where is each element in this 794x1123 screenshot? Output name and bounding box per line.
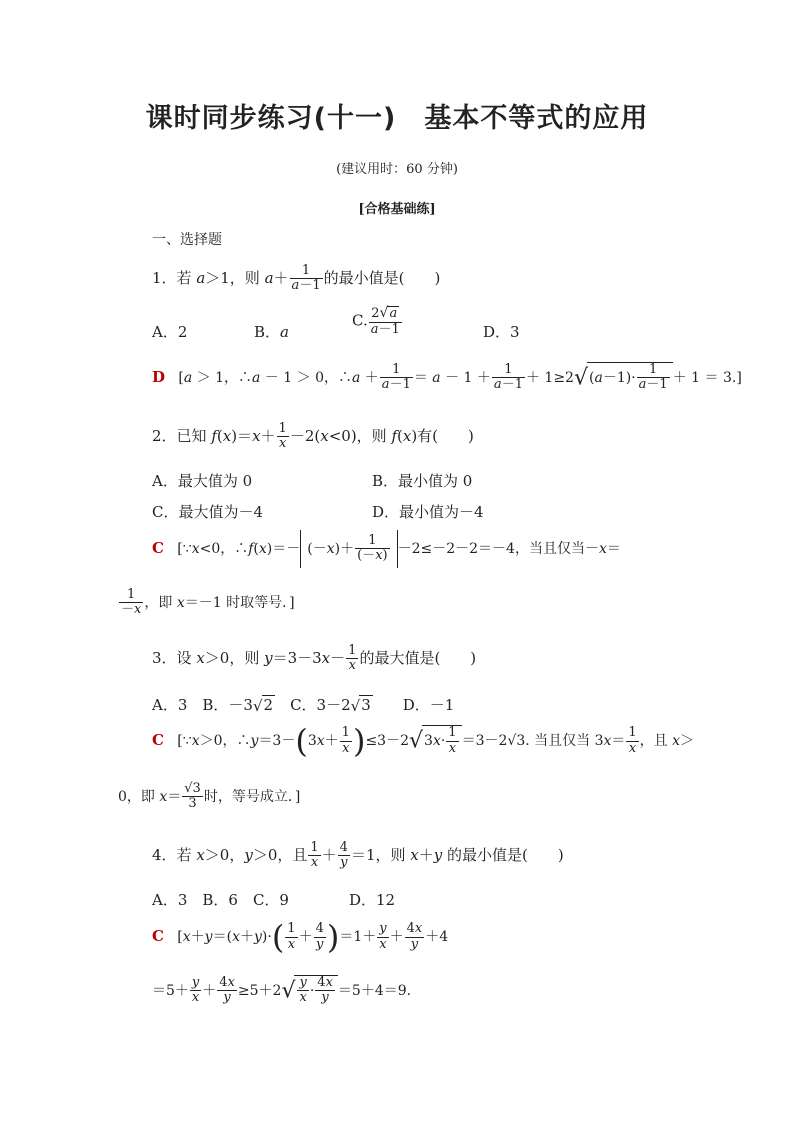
problem-3-options: A．3 B．－3√2 C．3－2√3 D．－1 xyxy=(152,696,455,715)
problem-4-answer: C xyxy=(152,927,164,945)
problem-4-solution: C [x＋y＝(x＋y)·( $\frac{1}{x}$ ＋ $\frac{4}{y}$ )＝1＋ $\frac{y}{x}$ ＋ $\frac{4x}{y}$ ＋4 xyxy=(152,918,449,956)
problem-4-solution-cont: ＝5＋ $\frac{y}{x}$ ＋ $\frac{4x}{y}$ ≥5＋2√ $\frac{y}{x}$ · $\frac{4x}{y}$ ＝5＋4＝9. xyxy=(152,975,412,1006)
problem-1-stem: 1．若 a＞1，则 a＋ $\frac{1}{a-1}$ 的最小值是( ) xyxy=(152,263,441,294)
problem-1-answer: D xyxy=(152,367,166,386)
problem-1-option-c: C. $\frac{2√a}{a-1}$ xyxy=(352,305,400,337)
problem-3-stem: 3．设 x＞0，则 y＝3－3x－ $\frac{1}{x}$ 的最大值是( ) xyxy=(152,643,477,674)
problem-2-solution-cont: $\frac{1}{-x}$ ，即 x＝－1 时取等号．] xyxy=(121,587,295,618)
level-label: [合格基础练] xyxy=(358,202,436,217)
problem-4-stem: 4．若 x＞0，y＞0，且 $\frac{1}{x}$ ＋ $\frac{4}{y}$ ＝1，则 x＋y 的最小值是( ) xyxy=(152,840,564,871)
problem-3-solution-cont: 0，即 x＝ $\frac{√3}{3}$ 时，等号成立．] xyxy=(118,781,301,812)
problem-2-option-b: B．最小值为 0 xyxy=(372,472,473,490)
problem-2-option-d: D．最小值为－4 xyxy=(372,503,484,521)
problem-1-solution: D [a ＞ 1，∴a － 1 ＞ 0，∴a ＋ $\frac{1}{a-1}$ ＝ a － 1 ＋ $\frac{1}{a-1}$ ＋ 1≥2√(a－1)· $\frac{1}{a-1}$ ＋ 1 ＝ 3.] xyxy=(152,362,742,393)
problem-2-answer: C xyxy=(152,538,164,557)
time-note: (建议用时：60 分钟) xyxy=(336,162,458,177)
problem-2-solution: C [∵x<0，∴f(x)＝－ (－x)＋ $\frac{1}{(-x)}$ －2≤－2－2＝－4，当且仅当－x＝ xyxy=(152,530,621,568)
problem-1-option-b: B．a xyxy=(254,323,289,341)
problem-3-solution: C [∵x＞0，∴y＝3－(3x＋ $\frac{1}{x}$ )≤3－2√3x· $\frac{1}{x}$ ＝3－2√3. 当且仅当 3x＝ $\frac{1}{x}$ ，且 x＞ xyxy=(152,722,695,760)
problem-2-option-c: C．最大值为－4 xyxy=(152,503,264,521)
problem-2-option-a: A．最大值为 0 xyxy=(152,472,253,490)
problem-1-option-d: D．3 xyxy=(483,323,520,341)
section-heading: 一、选择题 xyxy=(152,232,222,248)
problem-3-answer: C xyxy=(152,731,164,749)
page-title: 课时同步练习(十一) 基本不等式的应用 xyxy=(145,103,649,134)
problem-4-options: A．3 B．6 C．9 D．12 xyxy=(152,891,396,909)
problem-2-stem: 2．已知 f(x)＝x＋ $\frac{1}{x}$ －2(x<0)，则 f(x)有( ) xyxy=(152,421,474,452)
problem-1-option-a: A．2 xyxy=(152,323,188,341)
